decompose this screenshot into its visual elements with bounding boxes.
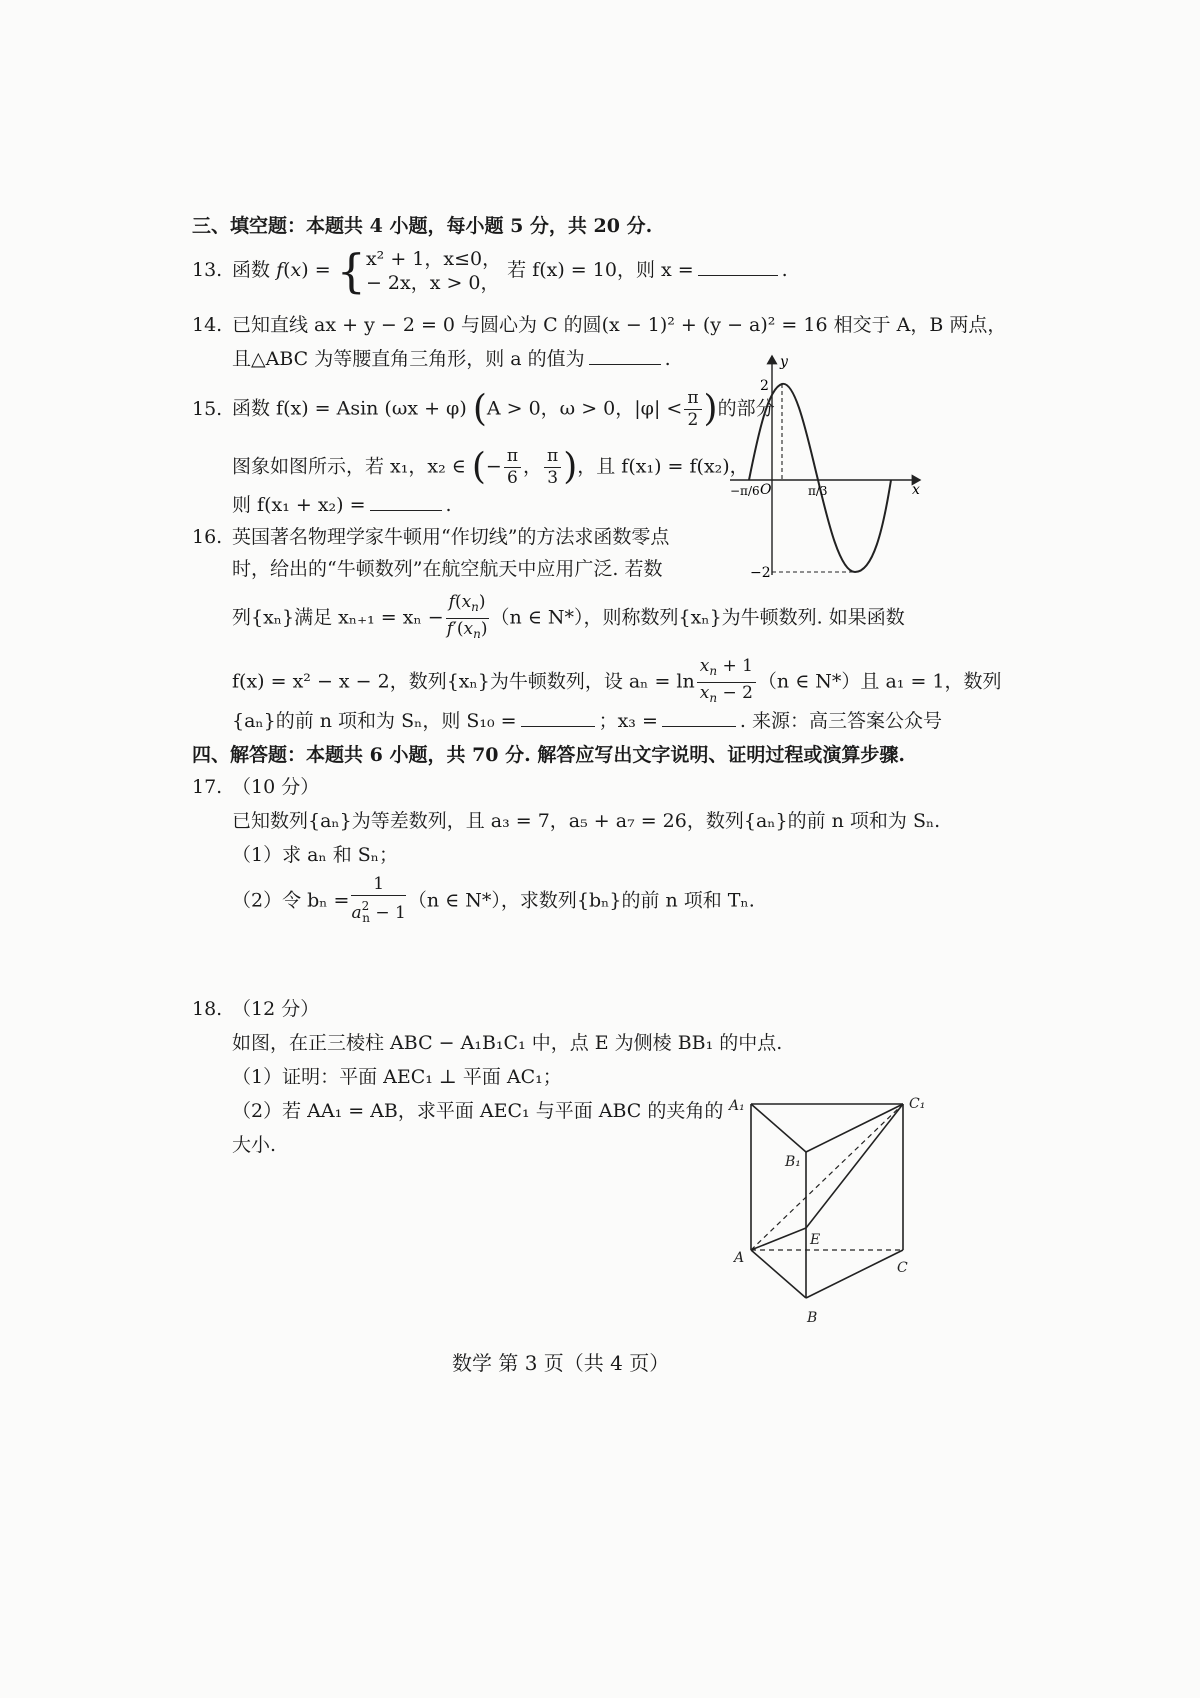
- q17-text-3b: （n ∈ N*），求数列{bₙ}的前 n 项和 Tₙ.: [407, 889, 755, 912]
- sine-curve: [749, 384, 891, 572]
- q16-text-4b: （n ∈ N*）且 a₁ = 1，数列: [757, 670, 1002, 693]
- q15-text-1b: A > 0，ω > 0，|φ| <: [486, 397, 683, 420]
- question-number: 18.: [192, 998, 223, 1020]
- case-1: x² + 1，x≤0，: [365, 248, 502, 270]
- paren-glyph: ): [703, 388, 718, 430]
- q16-text-5c: . 来源：高三答案公众号: [739, 710, 942, 732]
- question-13: 13. 函数 f(x) = { x² + 1，x≤0， − 2x，x > 0， 若 f(x) = 10，则 x = .: [192, 244, 788, 298]
- question-14-line-2: 且△ABC 为等腰直角三角形，则 a 的值为 .: [232, 348, 671, 370]
- sine-graph: [728, 350, 928, 580]
- question-score: （10 分）: [232, 776, 320, 798]
- x-axis-label: x: [912, 482, 920, 498]
- question-score: （12 分）: [232, 998, 320, 1020]
- question-15-line-2: 图象如图所示，若 x₁，x₂ ∈ (− $\frac{\pi}{6}$ ， $\frac{\pi}{3}$ )，且 f(x₁) = f(x₂)，: [232, 446, 749, 488]
- question-16-line-1: [192, 524, 669, 550]
- fraction-bn: $\frac{1}{a^2_n - 1}$: [351, 874, 406, 925]
- question-17-line-2: （1）求 aₙ 和 Sₙ；: [232, 844, 398, 866]
- question-16-line-2: [232, 556, 663, 582]
- question-18-line-3: （2）若 AA₁ = AB，求平面 AEC₁ 与平面 ABC 的夹角的: [232, 1100, 724, 1122]
- question-16-line-5: [232, 708, 942, 734]
- section-4-heading: 四、解答题：本题共 6 小题，共 70 分. 解答应写出文字说明、证明过程或演算步骤.: [192, 744, 905, 766]
- section-3-heading: 三、填空题：本题共 4 小题，每小题 5 分，共 20 分.: [192, 215, 653, 237]
- label-c: C: [897, 1260, 908, 1276]
- y-axis-label: y: [780, 354, 788, 370]
- q14-text-2: 且△ABC 为等腰直角三角形，则 a 的值为: [232, 348, 585, 370]
- min-label: −2: [750, 565, 771, 580]
- label-c1: C₁: [909, 1096, 926, 1112]
- q16-text-3b: （n ∈ N*），则称数列{xₙ}为牛顿数列. 如果函数: [490, 606, 905, 629]
- question-17-header: [192, 774, 319, 800]
- label-b: B: [807, 1310, 818, 1326]
- q15-text-2b: ，且 f(x₁) = f(x₂)，: [577, 455, 749, 478]
- q16-text-5a: {aₙ}的前 n 项和为 Sₙ，则 S₁₀ =: [232, 710, 517, 732]
- question-16-line-4: [232, 656, 1002, 706]
- label-a: A: [734, 1250, 745, 1266]
- fraction-log-arg: $\frac{x_n + 1}{x_n - 2}$: [697, 656, 756, 709]
- fraction-pi-over-3: $\frac{\pi}{3}$: [544, 446, 561, 489]
- question-15-line-1: [192, 388, 775, 436]
- question-18-line-2: （1）证明：平面 AEC₁ ⊥ 平面 AC₁；: [232, 1066, 562, 1088]
- q14-text-1: 已知直线 ax + y − 2 = 0 与圆心为 C 的圆(x − 1)² + (y − a)² = 16 相交于 A，B 两点，: [232, 314, 1007, 336]
- origin-label: O: [760, 482, 772, 498]
- q13-condition: 若 f(x) = 10，则 x =: [507, 259, 694, 281]
- edge-b1-c1: [806, 1104, 903, 1152]
- question-number: 16.: [192, 526, 223, 548]
- segment-e-c1: [806, 1104, 903, 1228]
- paren-glyph: (: [472, 388, 487, 430]
- answer-blank[interactable]: [698, 257, 778, 276]
- q16-text-3a: 列{xₙ}满足 xₙ₊₁ = xₙ −: [232, 606, 444, 629]
- case-2: − 2x，x > 0，: [365, 272, 500, 294]
- question-18-header: [192, 996, 319, 1022]
- fraction-pi-over-6: $\frac{\pi}{6}$: [504, 446, 521, 489]
- segment-a-c1-hidden: [751, 1104, 903, 1250]
- question-number: 13.: [192, 259, 223, 281]
- tick-label-neg: −π/6: [730, 484, 760, 498]
- q13-lead: 函数: [232, 259, 271, 281]
- question-15-line-3: 则 f(x₁ + x₂) = .: [232, 494, 452, 516]
- label-e: E: [810, 1232, 821, 1248]
- q15-text-1a: 函数 f(x) = Asin (ωx + φ): [232, 397, 467, 420]
- question-17-line-3: [232, 874, 755, 924]
- answer-blank[interactable]: [589, 346, 661, 365]
- prism-figure: [725, 1090, 945, 1330]
- fraction-pi-over-2: $\frac{\pi}{2}$: [684, 388, 701, 431]
- answer-blank-s10[interactable]: [521, 708, 595, 727]
- q15-text-2a: 图象如图所示，若 x₁，x₂ ∈: [232, 455, 466, 478]
- question-17-line-1: 已知数列{aₙ}为等差数列，且 a₃ = 7，a₅ + a₇ = 26，数列{aₙ}的前 n 项和为 Sₙ.: [232, 810, 941, 832]
- answer-blank-x3[interactable]: [662, 708, 736, 727]
- tick-label-pos: π/3: [808, 484, 828, 498]
- paren-glyph: ): [563, 446, 578, 488]
- q16-text-5b: ；x₃ =: [598, 710, 658, 732]
- question-18-line-1: 如图，在正三棱柱 ABC − A₁B₁C₁ 中，点 E 为侧棱 BB₁ 的中点.: [232, 1032, 783, 1054]
- question-number: 14.: [192, 314, 223, 336]
- brace-glyph: {: [336, 244, 366, 298]
- paren-glyph: (: [471, 446, 486, 488]
- max-label: 2: [760, 378, 769, 394]
- q16-text-4a: f(x) = x² − x − 2，数列{xₙ}为牛顿数列，设 aₙ = ln: [232, 670, 695, 693]
- page-footer: 数学 第 3 页（共 4 页）: [452, 1351, 670, 1375]
- label-b1: B₁: [785, 1154, 801, 1170]
- segment-a-e: [751, 1228, 806, 1250]
- question-14-line-1: [192, 312, 1006, 338]
- edge-a1-b1: [751, 1104, 806, 1152]
- question-18-line-4: 大小.: [232, 1134, 277, 1156]
- edge-b-c: [806, 1250, 903, 1298]
- piecewise-cases: [366, 247, 501, 295]
- q17-text-3a: （2）令 bₙ =: [232, 889, 350, 912]
- question-number: 15.: [192, 397, 223, 420]
- q15-text-1c: 的部分: [717, 397, 775, 420]
- answer-blank[interactable]: [370, 492, 442, 511]
- fraction-newton: $\frac{f(x_n)}{f'(x_n)}$: [446, 592, 488, 641]
- q16-text-2: 时，给出的“牛顿数列”在航空航天中应用广泛. 若数: [232, 558, 663, 580]
- q15-text-3: 则 f(x₁ + x₂) =: [232, 494, 366, 516]
- edge-a-b: [751, 1250, 806, 1298]
- q16-text-1: 英国著名物理学家牛顿用“作切线”的方法求函数零点: [232, 526, 670, 548]
- label-a1: A₁: [729, 1098, 745, 1114]
- question-number: 17.: [192, 776, 223, 798]
- question-16-line-3: [232, 592, 905, 642]
